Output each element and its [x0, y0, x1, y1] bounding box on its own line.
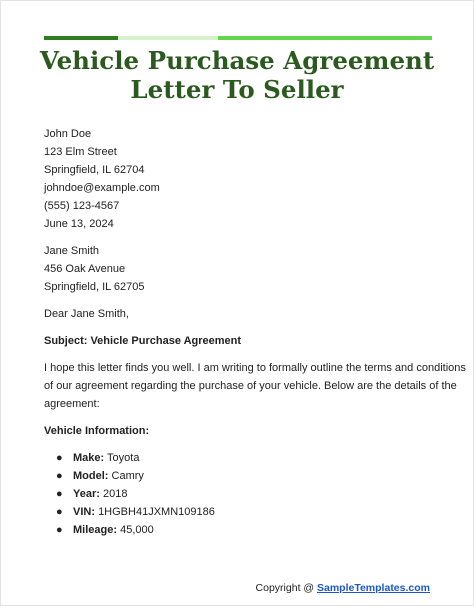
list-item-key: VIN: — [73, 506, 95, 518]
bullet-icon: ● — [56, 470, 63, 482]
intro-paragraph — [44, 359, 466, 413]
footer-copyright — [256, 581, 430, 595]
spacer — [44, 350, 439, 359]
recipient-city-state-zip: Springfield, IL 62705 — [44, 281, 145, 293]
document-title-line-2: Letter To Seller — [130, 75, 344, 104]
salutation: Dear Jane Smith, — [44, 308, 129, 320]
sender-phone: (555) 123-4567 — [44, 200, 120, 212]
spacer — [44, 233, 439, 242]
intro-line-1: I hope this letter finds you well. I am writing to formally outline the terms and conditions — [44, 362, 466, 374]
list-item-key: Mileage: — [73, 524, 118, 536]
spacer — [44, 413, 439, 422]
list-item-model — [44, 467, 439, 485]
letter-body — [44, 125, 466, 539]
list-item-value: Camry — [111, 470, 144, 482]
sender-email: johndoe@example.com — [44, 182, 160, 194]
sender-address-block — [44, 125, 439, 233]
intro-line-3: agreement: — [44, 398, 100, 410]
recipient-name: Jane Smith — [44, 245, 100, 257]
list-item-vin — [44, 503, 439, 521]
list-item-value: 45,000 — [120, 524, 154, 536]
list-item-year — [44, 485, 439, 503]
top-bar-segment-dark — [44, 36, 118, 40]
document-title — [20, 46, 454, 104]
document-title-line-1: Vehicle Purchase Agreement — [39, 46, 435, 75]
list-item-mileage — [44, 521, 439, 539]
list-item-value: 2018 — [102, 488, 128, 500]
recipient-street: 456 Oak Avenue — [44, 263, 126, 275]
bullet-icon: ● — [56, 524, 63, 536]
sender-city-state-zip: Springfield, IL 62704 — [44, 164, 145, 176]
copyright-text: Copyright @ — [255, 582, 315, 594]
list-item-key: Model: — [73, 470, 109, 482]
intro-line-2: of our agreement regarding the purchase of your vehicle. Below are the details of the — [44, 380, 457, 392]
recipient-address-block — [44, 242, 439, 296]
sender-street: 123 Elm Street — [44, 146, 117, 158]
spacer — [44, 296, 439, 305]
vehicle-info-heading: Vehicle Information: — [44, 425, 150, 437]
top-bar-segment-bright — [218, 36, 432, 40]
sender-name: John Doe — [44, 128, 92, 140]
list-item-value: 1HGBH41JXMN109186 — [98, 506, 215, 518]
list-item-value: Toyota — [107, 452, 140, 464]
bullet-icon: ● — [56, 452, 63, 464]
list-item-key: Year: — [73, 488, 100, 500]
bullet-icon: ● — [56, 506, 63, 518]
vehicle-info-list — [44, 449, 439, 539]
subject-line: Subject: Vehicle Purchase Agreement — [44, 335, 242, 347]
top-bar-segment-light — [118, 36, 218, 40]
list-item-key: Make: — [73, 452, 105, 464]
spacer — [44, 440, 439, 449]
list-item-make — [44, 449, 439, 467]
decorative-top-bar — [44, 36, 432, 40]
bullet-icon: ● — [56, 488, 63, 500]
sampletemplates-link[interactable]: SampleTemplates.com — [316, 582, 430, 594]
spacer — [44, 323, 439, 332]
letter-date: June 13, 2024 — [44, 218, 114, 230]
